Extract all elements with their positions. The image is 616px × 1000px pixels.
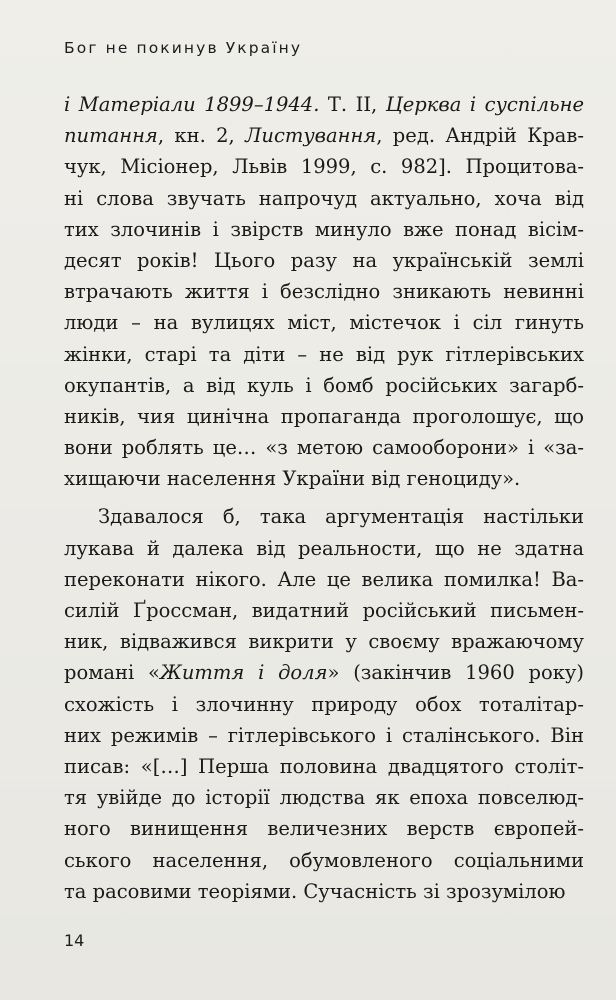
- text-segment: , ред. Андрій Крав-: [376, 124, 584, 148]
- text-segment: хищаючи населення України від геноциду».: [64, 467, 521, 491]
- text-line: [64, 845, 584, 876]
- text-segment: ників, чия цинічна пропаганда проголошує, що: [64, 404, 584, 428]
- text-segment: ного винищення величезних верств європей-: [64, 817, 584, 841]
- text-segment: люди – на вулицях міст, містечок і сіл гинуть: [64, 311, 584, 335]
- paragraph-gap: [64, 494, 584, 501]
- text-segment: та расовими теоріями. Сучасність зі зрозумілою: [64, 879, 566, 903]
- text-segment: схожість і злочинну природу обох тоталітар-: [64, 692, 584, 716]
- text-segment: окупантів, а від куль і бомб російських загарб-: [64, 373, 584, 397]
- text-segment: » (закінчив 1960 року): [327, 661, 584, 685]
- text-segment: силій Ґроссман, видатний російський письмен-: [64, 599, 584, 622]
- text-line: [64, 183, 584, 214]
- text-line: [64, 214, 584, 245]
- text-line: [64, 626, 584, 657]
- text-line: [64, 245, 584, 276]
- text-segment: десят років! Цього разу на українській землі: [64, 248, 584, 272]
- text-line: [64, 307, 584, 338]
- text-line: [64, 876, 584, 907]
- text-line: [64, 151, 584, 182]
- text-line: [64, 564, 584, 595]
- italic-text: Листування: [245, 124, 377, 148]
- text-segment: тя увійде до історії людства як епоха повселюд-: [64, 786, 584, 810]
- text-line: [64, 595, 584, 626]
- text-segment: Т. ІІ,: [319, 93, 386, 116]
- text-line: [64, 401, 584, 432]
- text-segment: ського населення, обумовленого соціальними: [64, 848, 584, 872]
- italic-text: Життя і доля: [159, 661, 328, 685]
- text-line: [64, 782, 584, 813]
- text-line: [64, 339, 584, 370]
- text-segment: переконати нікого. Але це велика помилка! Ва-: [64, 567, 584, 591]
- text-line: [64, 370, 584, 401]
- text-segment: тих злочинів і звірств минуло вже понад вісім-: [64, 217, 584, 241]
- text-segment: писав: «[…] Перша половина двадцятого століт-: [64, 754, 584, 778]
- text-segment: жінки, старі та діти – не від рук гітлерівських: [64, 342, 584, 366]
- page-number: 14: [64, 931, 85, 950]
- text-line: [64, 276, 584, 307]
- text-segment: вони роблять це… «з метою самооборони» і «за-: [64, 436, 584, 460]
- text-segment: Здавалося б, така аргументація настільки: [98, 505, 584, 529]
- text-segment: лукава й далека від реальности, що не здатна: [64, 536, 584, 560]
- text-line: [64, 120, 584, 151]
- text-segment: ник, відважився викрити у своєму вражаючому: [64, 630, 584, 654]
- text-line: [64, 751, 584, 782]
- text-segment: чук, Місіонер, Львів 1999, с. 982]. Процитова-: [64, 155, 584, 179]
- text-line: [64, 501, 584, 532]
- text-line: [64, 463, 584, 494]
- italic-text: і Матеріали 1899–1944.: [64, 93, 320, 116]
- italic-text: Церква і суспільне: [385, 93, 584, 116]
- text-segment: них режимів – гітлерівського і сталінського. Він: [64, 723, 584, 747]
- text-line: [64, 689, 584, 720]
- text-line: [64, 533, 584, 564]
- text-segment: втрачають життя і безслідно зникають невинні: [64, 280, 584, 304]
- text-line: [64, 720, 584, 751]
- italic-text: питання: [64, 124, 158, 148]
- body-text: [64, 89, 584, 907]
- text-line: [64, 657, 584, 688]
- text-segment: ні слова звучать напрочуд актуально, хоча від: [64, 186, 584, 210]
- text-line: [64, 432, 584, 463]
- running-head: Бог не покинув Україну: [64, 39, 303, 57]
- text-segment: , кн. 2,: [157, 124, 246, 148]
- text-line: [64, 89, 584, 120]
- text-segment: романі «: [64, 661, 160, 685]
- text-line: [64, 813, 584, 844]
